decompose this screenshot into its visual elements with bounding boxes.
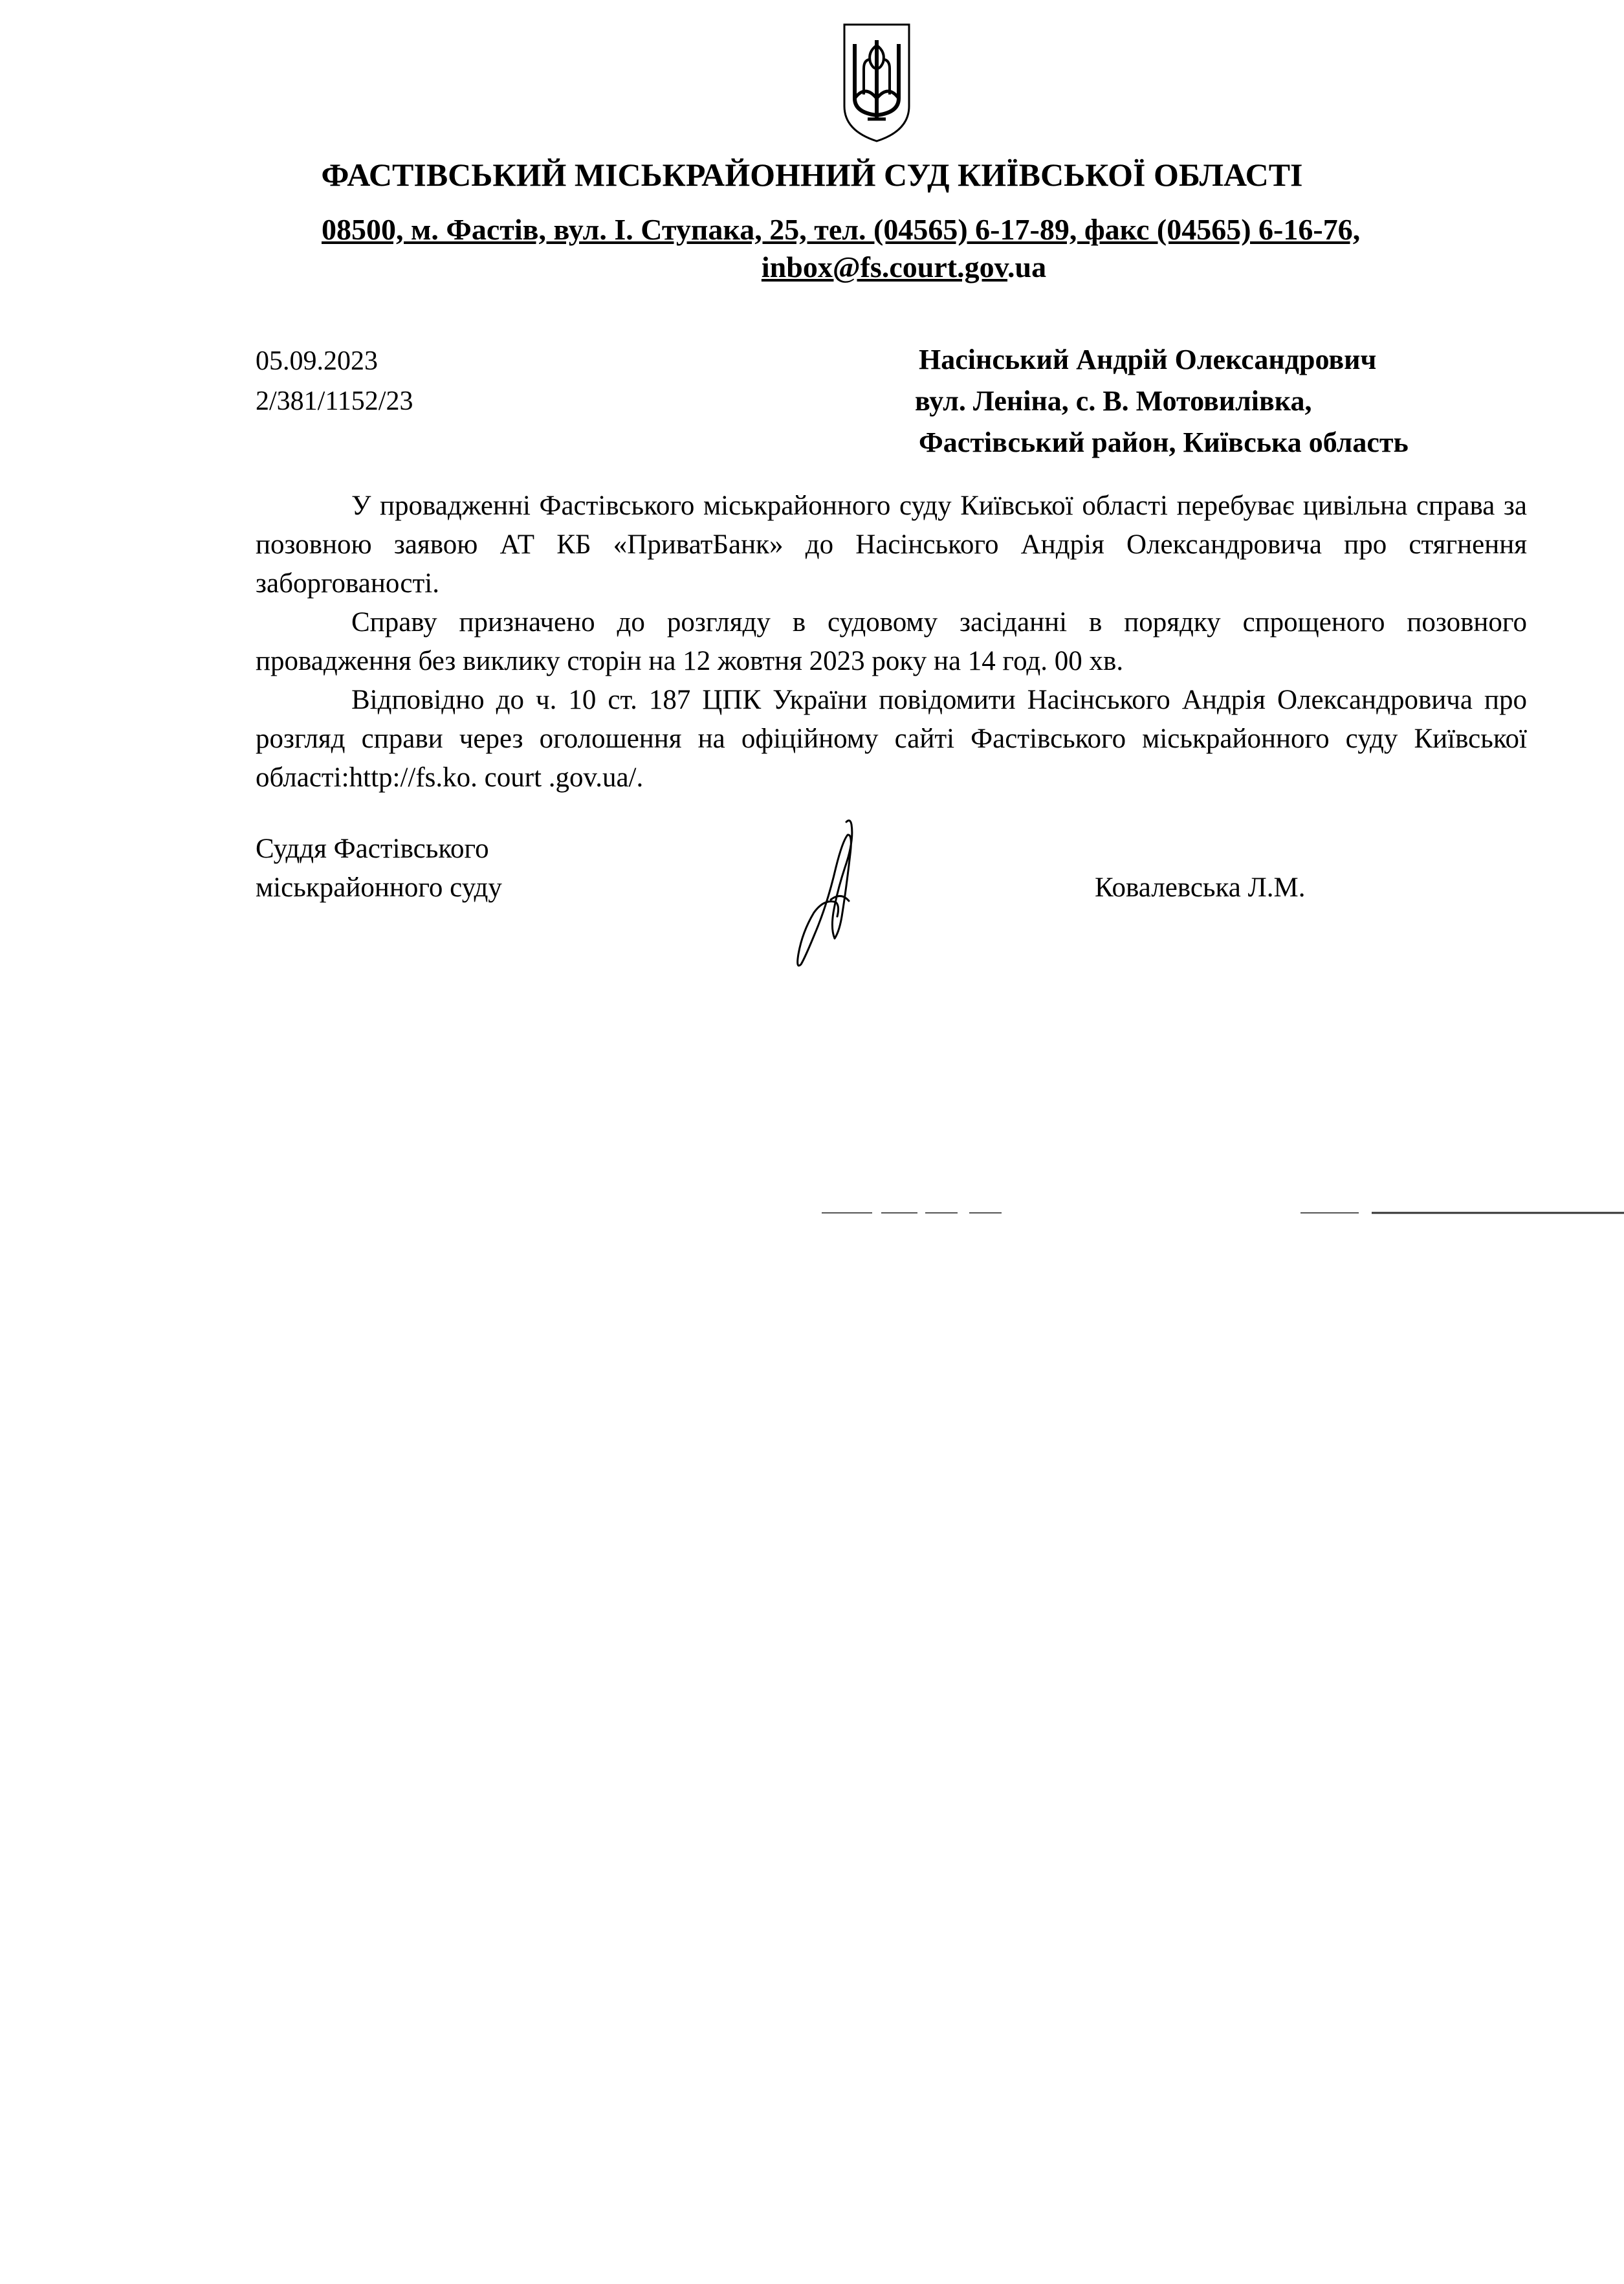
court-email: inbox@fs.court.gov xyxy=(761,250,1008,283)
handwritten-signature xyxy=(788,815,872,971)
judge-name: Ковалевська Л.М. xyxy=(1095,872,1306,903)
court-address-block xyxy=(322,211,1460,286)
judge-title xyxy=(256,830,502,907)
case-number: 2/381/1152/23 xyxy=(256,386,413,416)
court-address-line: 08500, м. Фастів, вул. І. Ступака, 25, тел. (04565) 6-17-89, факс (04565) 6-16-76, xyxy=(322,213,1361,246)
body-paragraph-2: Справу призначено до розгляду в судовому засіданні в порядку спрощеного позовного провадження без виклику сторін на 12 жовтня 2023 року на 14 год. 00 хв. xyxy=(256,607,1527,676)
document-date: 05.09.2023 xyxy=(256,346,378,376)
recipient-name: Насінський Андрій Олександрович xyxy=(919,344,1377,375)
body-paragraph-3: Відповідно до ч. 10 ст. 187 ЦПК України повідомити Насінського Андрія Олександровича про розгляд справи через оголошення на офіційному сайті Фастівського міськрайонного суду Київської області:http://fs.ko. court .gov.ua/. xyxy=(256,685,1527,793)
letter-body xyxy=(256,487,1527,797)
court-email-suffix: .ua xyxy=(1007,250,1047,283)
recipient-block xyxy=(915,339,1409,463)
judge-title-line-2: міськрайонного суду xyxy=(256,872,502,903)
recipient-street: вул. Леніна, с. В. Мотовилівка, xyxy=(915,385,1312,417)
court-email-line xyxy=(322,249,1460,286)
body-paragraph-1: У провадженні Фастівського міськрайонного суду Київської області перебуває цивільна справа за позовною заявою АТ КБ «ПриватБанк» до Насінського Андрія Олександровича про стягнення заборгованості. xyxy=(256,491,1527,599)
court-name-heading: ФАСТІВСЬКИЙ МІСЬКРАЙОННИЙ СУД КИЇВСЬКОЇ ОБЛАСТІ xyxy=(321,157,1303,193)
judge-title-line-1: Суддя Фастівського xyxy=(256,834,489,864)
scan-artifact-lines xyxy=(822,1210,1624,1215)
recipient-region: Фастівський район, Київська область xyxy=(919,427,1409,458)
coat-of-arms-icon xyxy=(842,22,912,144)
